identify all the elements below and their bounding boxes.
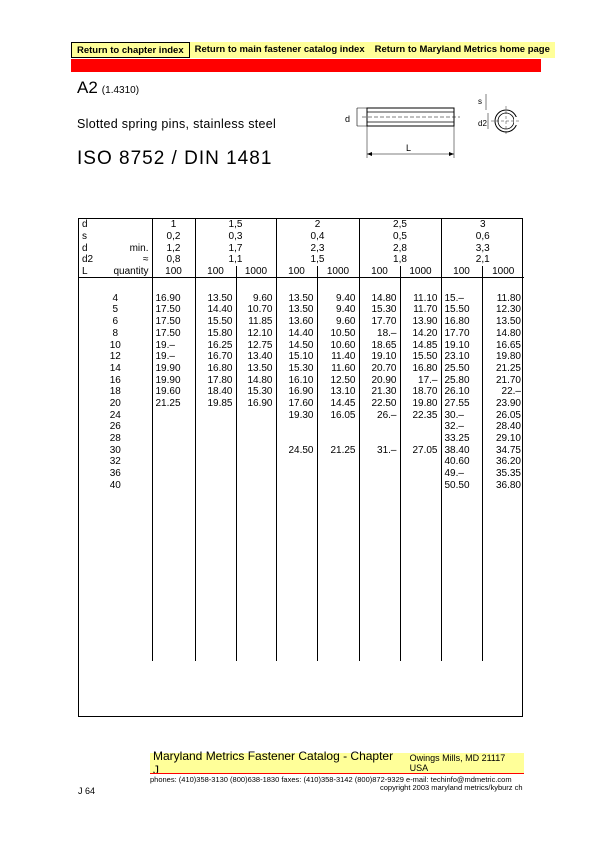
price-cell: 11.40	[317, 351, 359, 363]
price-cell	[236, 456, 276, 468]
price-cell	[359, 456, 400, 468]
price-cell: 24.50	[276, 444, 317, 456]
price-cell	[152, 433, 195, 445]
price-cell: 14.40	[195, 304, 236, 316]
price-cell: 13.40	[236, 351, 276, 363]
price-cell: 26.–	[359, 409, 400, 421]
table-row	[79, 421, 524, 433]
drawing-label-s: s	[478, 97, 482, 106]
length-cell: 24	[109, 409, 121, 421]
price-cell: 29.10	[482, 433, 524, 445]
price-cell: 10.60	[317, 339, 359, 351]
label-d2	[79, 254, 152, 266]
price-cell: 12.75	[236, 339, 276, 351]
price-cell	[236, 409, 276, 421]
price-cell: 25.80	[441, 374, 482, 386]
price-cell: 15.50	[400, 351, 441, 363]
d2-cell: 1,5	[276, 254, 359, 266]
price-cell: 13.50	[195, 292, 236, 304]
price-cell: 23.10	[441, 351, 482, 363]
row-size-d	[79, 219, 524, 231]
price-cell	[195, 444, 236, 456]
price-cell: 11.60	[317, 363, 359, 375]
footer-title: Maryland Metrics Fastener Catalog - Chapter J	[153, 749, 394, 777]
quantity-cell: 100	[152, 266, 195, 278]
product-subtitle: Slotted spring pins, stainless steel	[77, 117, 277, 131]
table-row	[79, 409, 524, 421]
price-cell	[195, 468, 236, 480]
price-cell: 30.–	[441, 409, 482, 421]
price-cell	[195, 433, 236, 445]
price-cell: 11.10	[400, 292, 441, 304]
price-cell: 16.90	[236, 398, 276, 410]
label-L: L	[82, 265, 88, 277]
s-cell: 0,4	[276, 231, 359, 243]
row-s	[79, 231, 524, 243]
page-number: J 64	[78, 786, 96, 796]
price-cell: 26.10	[441, 386, 482, 398]
size-cell: 1,5	[195, 219, 276, 231]
quantity-cell: 100	[195, 266, 236, 278]
spring-pin-drawing	[340, 92, 525, 162]
price-cell	[400, 421, 441, 433]
price-cell: 11.85	[236, 316, 276, 328]
price-cell: 9.60	[317, 316, 359, 328]
size-cell: 1	[152, 219, 195, 231]
length-cell: 28	[109, 433, 121, 445]
price-cell: 15.10	[276, 351, 317, 363]
navigation-bar	[71, 42, 555, 58]
price-cell: 16.10	[276, 374, 317, 386]
table-row	[79, 339, 524, 351]
quantity-cell: 100	[441, 266, 482, 278]
price-cell: 18.65	[359, 339, 400, 351]
price-cell	[400, 456, 441, 468]
price-cell: 31.–	[359, 444, 400, 456]
s-cell: 0,2	[152, 231, 195, 243]
price-cell: 18.40	[195, 386, 236, 398]
length-cell: 40	[109, 479, 121, 491]
price-cell: 17.50	[152, 316, 195, 328]
price-cell	[152, 456, 195, 468]
price-cell	[195, 456, 236, 468]
price-cell: 17.70	[441, 328, 482, 340]
price-cell: 16.80	[441, 316, 482, 328]
price-cell	[236, 479, 276, 491]
price-cell	[317, 421, 359, 433]
drawing-label-d: d	[345, 114, 351, 124]
label-d-min-symbol: d	[82, 242, 88, 254]
label-d: d	[82, 219, 88, 231]
price-cell: 14.85	[400, 339, 441, 351]
label-min: min.	[129, 242, 149, 254]
price-cell	[152, 409, 195, 421]
price-cell	[359, 479, 400, 491]
price-cell	[359, 421, 400, 433]
price-cell: 12.50	[317, 374, 359, 386]
price-cell: 14.80	[236, 374, 276, 386]
table-row	[79, 433, 524, 445]
price-cell: 19.90	[152, 363, 195, 375]
price-cell: 19.10	[359, 351, 400, 363]
price-cell: 19.80	[482, 351, 524, 363]
price-cell: 14.80	[482, 328, 524, 340]
price-cell: 18.70	[400, 386, 441, 398]
price-cell: 13.10	[317, 386, 359, 398]
price-cell	[152, 479, 195, 491]
price-cell	[400, 479, 441, 491]
row-d-min	[79, 242, 524, 254]
footer-copyright: copyright 2003 maryland metrics/kyburz ch	[380, 783, 523, 792]
price-cell: 13.50	[482, 316, 524, 328]
length-cell: 30	[109, 444, 121, 456]
price-cell: 49.–	[441, 468, 482, 480]
price-cell	[152, 421, 195, 433]
price-cell: 19.85	[195, 398, 236, 410]
price-cell: 14.20	[400, 328, 441, 340]
grade-label: A2	[77, 78, 98, 97]
price-cell: 17.–	[400, 374, 441, 386]
drawing-label-d2: d2	[478, 119, 487, 128]
price-cell	[276, 479, 317, 491]
table-row	[79, 468, 524, 480]
price-cell: 23.90	[482, 398, 524, 410]
price-cell: 50.50	[441, 479, 482, 491]
price-cell: 10.70	[236, 304, 276, 316]
price-cell: 13.50	[276, 292, 317, 304]
price-cell: 15.50	[195, 316, 236, 328]
price-cell: 11.80	[482, 292, 524, 304]
price-cell: 33.25	[441, 433, 482, 445]
price-cell: 17.70	[359, 316, 400, 328]
standard-title: ISO 8752 / DIN 1481	[77, 148, 273, 169]
footer-bar	[150, 749, 524, 777]
size-cell: 2,5	[359, 219, 441, 231]
price-cell: 14.40	[276, 328, 317, 340]
price-rows	[79, 292, 524, 491]
size-cell: 3	[441, 219, 524, 231]
price-cell	[152, 444, 195, 456]
price-cell	[276, 468, 317, 480]
length-cell: 10	[109, 339, 121, 351]
price-cell: 19.–	[152, 351, 195, 363]
price-cell: 15.30	[276, 363, 317, 375]
header-red-bar	[71, 59, 541, 72]
label-d2-symbol: d2	[82, 254, 94, 266]
table-row	[79, 328, 524, 340]
price-cell	[317, 433, 359, 445]
price-cell: 13.90	[400, 316, 441, 328]
price-cell: 21.30	[359, 386, 400, 398]
price-cell: 22.50	[359, 398, 400, 410]
spacer-row	[79, 277, 524, 292]
table-row	[79, 456, 524, 468]
row-quantity	[79, 266, 524, 278]
chapter-index-link[interactable]: Return to chapter index	[71, 42, 190, 58]
price-cell	[400, 433, 441, 445]
label-quantity: quantity	[113, 265, 149, 277]
table-row	[79, 386, 524, 398]
s-cell: 0,3	[195, 231, 276, 243]
s-cell: 0,5	[359, 231, 441, 243]
price-cell: 40.60	[441, 456, 482, 468]
price-cell	[195, 421, 236, 433]
price-cell: 19.90	[152, 374, 195, 386]
price-cell	[236, 421, 276, 433]
length-cell: 5	[112, 304, 119, 316]
price-cell: 21.25	[152, 398, 195, 410]
length-cell: 36	[109, 468, 121, 480]
price-cell	[359, 433, 400, 445]
label-approx: ≈	[143, 254, 149, 266]
label-d-min	[79, 242, 152, 254]
size-cell: 2	[276, 219, 359, 231]
quantity-cell: 100	[276, 266, 317, 278]
home-page-link[interactable]: Return to Maryland Metrics home page	[374, 44, 550, 55]
price-cell	[152, 468, 195, 480]
price-cell: 36.20	[482, 456, 524, 468]
price-cell: 36.80	[482, 479, 524, 491]
price-cell	[317, 468, 359, 480]
price-cell: 27.55	[441, 398, 482, 410]
price-cell: 22.35	[400, 409, 441, 421]
d-min-cell: 3,3	[441, 242, 524, 254]
length-cell: 20	[109, 397, 121, 409]
price-cell: 18.–	[359, 328, 400, 340]
footer-address: Owings Mills, MD 21117 USA	[409, 753, 506, 773]
length-cell: 8	[112, 327, 119, 339]
drawing-label-L: L	[406, 143, 412, 153]
price-cell: 17.50	[152, 328, 195, 340]
price-cell: 16.65	[482, 339, 524, 351]
price-cell	[359, 468, 400, 480]
price-cell: 13.50	[276, 304, 317, 316]
label-L-quantity	[79, 266, 152, 278]
price-cell: 19.–	[152, 339, 195, 351]
price-cell	[317, 456, 359, 468]
price-cell: 38.40	[441, 444, 482, 456]
pin-price-table	[78, 218, 523, 717]
length-cell: 32	[109, 456, 121, 468]
price-cell	[195, 479, 236, 491]
price-cell: 28.40	[482, 421, 524, 433]
price-cell: 26.05	[482, 409, 524, 421]
price-cell: 13.50	[236, 363, 276, 375]
length-cell: 18	[109, 386, 121, 398]
price-cell: 16.80	[195, 363, 236, 375]
price-cell: 15.50	[441, 304, 482, 316]
price-cell: 15.–	[441, 292, 482, 304]
price-cell: 12.10	[236, 328, 276, 340]
price-cell: 16.25	[195, 339, 236, 351]
price-cell: 13.60	[276, 316, 317, 328]
grade-code: (1.4310)	[101, 85, 140, 96]
grade-heading	[77, 78, 139, 98]
price-cell: 22.–	[482, 386, 524, 398]
table-row	[79, 374, 524, 386]
price-cell: 10.50	[317, 328, 359, 340]
table-row	[79, 316, 524, 328]
price-cell: 20.70	[359, 363, 400, 375]
footer-contact: phones: (410)358-3130 (800)638-1830 faxes: (410)358-3142 (800)872-9329 e-mail: techinfo@mdmetric.com	[150, 775, 512, 784]
table-row	[79, 398, 524, 410]
d-min-cell: 1,7	[195, 242, 276, 254]
d2-cell: 1,8	[359, 254, 441, 266]
price-cell: 15.30	[236, 386, 276, 398]
d-min-cell: 2,8	[359, 242, 441, 254]
price-cell	[276, 456, 317, 468]
quantity-cell: 100	[359, 266, 400, 278]
price-cell	[195, 409, 236, 421]
price-cell	[276, 433, 317, 445]
price-cell: 20.90	[359, 374, 400, 386]
table-row	[79, 363, 524, 375]
price-cell: 21.25	[317, 444, 359, 456]
table-row	[79, 351, 524, 363]
price-cell: 17.50	[152, 304, 195, 316]
d-min-cell: 2,3	[276, 242, 359, 254]
price-cell: 16.90	[276, 386, 317, 398]
price-cell: 21.25	[482, 363, 524, 375]
price-cell: 27.05	[400, 444, 441, 456]
length-cell: 4	[112, 292, 119, 304]
main-catalog-link[interactable]: Return to main fastener catalog index	[194, 44, 365, 55]
d-min-cell: 1,2	[152, 242, 195, 254]
table-row	[79, 479, 524, 491]
s-cell: 0,6	[441, 231, 524, 243]
price-cell: 14.80	[359, 292, 400, 304]
price-cell: 14.50	[276, 339, 317, 351]
quantity-cell: 1000	[236, 266, 276, 278]
price-cell: 21.70	[482, 374, 524, 386]
label-s: s	[82, 231, 87, 243]
price-cell	[236, 468, 276, 480]
price-cell: 19.60	[152, 386, 195, 398]
price-cell: 9.60	[236, 292, 276, 304]
d2-cell: 0,8	[152, 254, 195, 266]
quantity-cell: 1000	[317, 266, 359, 278]
price-cell: 17.80	[195, 374, 236, 386]
d2-cell: 1,1	[195, 254, 276, 266]
price-cell	[276, 421, 317, 433]
price-cell: 35.35	[482, 468, 524, 480]
length-cell: 14	[109, 362, 121, 374]
price-cell: 25.50	[441, 363, 482, 375]
price-cell: 16.05	[317, 409, 359, 421]
length-cell: 26	[109, 421, 121, 433]
row-d2	[79, 254, 524, 266]
quantity-cell: 1000	[482, 266, 524, 278]
table-row	[79, 444, 524, 456]
table-row	[79, 304, 524, 316]
price-cell: 19.80	[400, 398, 441, 410]
price-cell	[236, 433, 276, 445]
length-cell: 6	[112, 316, 119, 328]
price-cell: 34.75	[482, 444, 524, 456]
price-cell: 19.30	[276, 409, 317, 421]
footer-divider	[150, 773, 524, 774]
length-cell: 12	[109, 351, 121, 363]
price-cell: 15.30	[359, 304, 400, 316]
d2-cell: 2,1	[441, 254, 524, 266]
filler-row	[79, 491, 524, 661]
price-cell: 11.70	[400, 304, 441, 316]
price-cell: 9.40	[317, 292, 359, 304]
price-cell: 12.30	[482, 304, 524, 316]
price-cell: 16.80	[400, 363, 441, 375]
quantity-cell: 1000	[400, 266, 441, 278]
price-cell	[236, 444, 276, 456]
price-cell: 19.10	[441, 339, 482, 351]
price-cell: 14.45	[317, 398, 359, 410]
table-row	[79, 292, 524, 304]
price-cell	[400, 468, 441, 480]
length-cell: 16	[109, 374, 121, 386]
price-cell	[317, 479, 359, 491]
price-cell: 9.40	[317, 304, 359, 316]
price-cell: 32.–	[441, 421, 482, 433]
price-cell: 16.90	[152, 292, 195, 304]
price-cell: 17.60	[276, 398, 317, 410]
price-cell: 16.70	[195, 351, 236, 363]
price-cell: 15.80	[195, 328, 236, 340]
